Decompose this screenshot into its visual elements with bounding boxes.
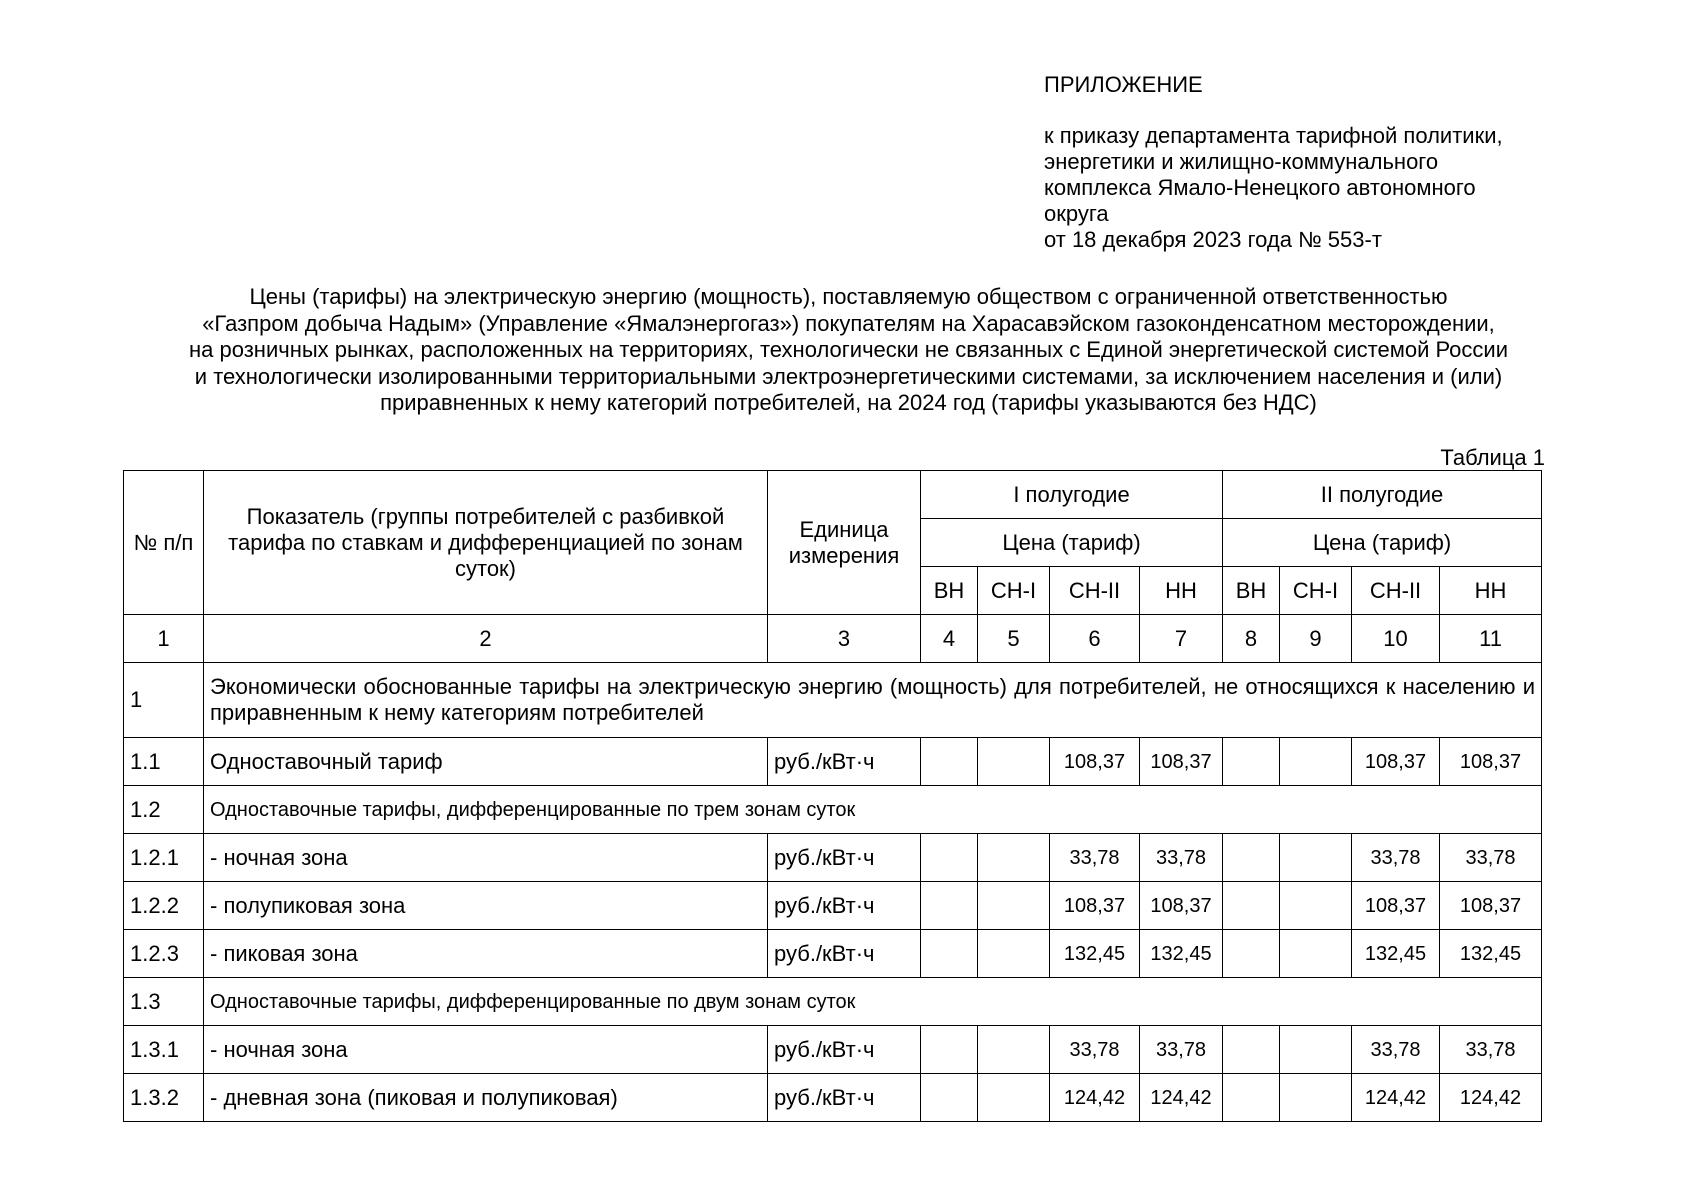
- table-row: [124, 738, 1542, 786]
- table-row: [124, 930, 1542, 978]
- row-value: [1223, 1074, 1280, 1122]
- row-value: [921, 930, 978, 978]
- row-name: - дневная зона (пиковая и полупиковая): [204, 1074, 768, 1122]
- header-indicator: Показатель (группы потребителей с разбивкой тарифа по ставкам и дифференциацией по зонам суток): [204, 471, 768, 615]
- header-level: СН-II: [1050, 567, 1140, 615]
- table-caption: Таблица 1: [1440, 445, 1545, 470]
- table-row: [124, 882, 1542, 930]
- row-name: - полупиковая зона: [204, 882, 768, 930]
- row-value: 33,78: [1140, 834, 1223, 882]
- tariff-table: [123, 470, 1542, 1122]
- row-value: [978, 930, 1050, 978]
- row-value: 132,45: [1352, 930, 1440, 978]
- column-number: 2: [204, 615, 768, 663]
- row-value: 108,37: [1440, 882, 1542, 930]
- header-level: НН: [1440, 567, 1542, 615]
- row-value: 132,45: [1050, 930, 1140, 978]
- row-name: Одноставочный тариф: [204, 738, 768, 786]
- row-value: [978, 1074, 1050, 1122]
- title-line: приравненных к нему категорий потребителей, на 2024 год (тарифы указываются без НДС): [380, 390, 1317, 415]
- column-number: 11: [1440, 615, 1542, 663]
- row-value: 108,37: [1140, 738, 1223, 786]
- table-section-row: [124, 663, 1542, 738]
- row-value: [1280, 738, 1352, 786]
- row-value: [978, 882, 1050, 930]
- column-number-row: [124, 615, 1542, 663]
- title-line: и технологически изолированными территориальными электроэнергетическими системами, за исключением населения и (или): [194, 363, 1503, 389]
- row-value: 33,78: [1440, 834, 1542, 882]
- row-value: [921, 882, 978, 930]
- header-level: СН-I: [978, 567, 1050, 615]
- header-level: ВН: [921, 567, 978, 615]
- row-name: - ночная зона: [204, 834, 768, 882]
- table-row: [124, 1026, 1542, 1074]
- column-number: 6: [1050, 615, 1140, 663]
- row-num: 1: [124, 663, 204, 738]
- row-num: 1.3: [124, 978, 204, 1026]
- header-half-1: I полугодие: [921, 471, 1223, 519]
- column-number: 1: [124, 615, 204, 663]
- header-row: [124, 471, 1542, 519]
- row-value: [1223, 882, 1280, 930]
- row-value: 33,78: [1352, 1026, 1440, 1074]
- column-number: 7: [1140, 615, 1223, 663]
- row-value: 33,78: [1050, 834, 1140, 882]
- row-value: [1223, 1026, 1280, 1074]
- row-value: [978, 834, 1050, 882]
- row-value: 33,78: [1352, 834, 1440, 882]
- section-text: Экономически обоснованные тарифы на электрическую энергию (мощность) для потребителей, не относящихся к населению и приравненным к нему категориям потребителей: [204, 663, 1542, 738]
- row-value: [1280, 882, 1352, 930]
- row-unit: руб./кВт·ч: [768, 1026, 921, 1074]
- row-num: 1.2.2: [124, 882, 204, 930]
- row-num: 1.1: [124, 738, 204, 786]
- row-value: 124,42: [1050, 1074, 1140, 1122]
- row-value: 108,37: [1352, 738, 1440, 786]
- appendix-line: к приказу департамента тарифной политики,: [1044, 123, 1503, 148]
- row-unit: руб./кВт·ч: [768, 834, 921, 882]
- header-level: СН-II: [1352, 567, 1440, 615]
- table-group-row: [124, 786, 1542, 834]
- row-name: - ночная зона: [204, 1026, 768, 1074]
- row-value: 124,42: [1140, 1074, 1223, 1122]
- table-row: [124, 834, 1542, 882]
- row-value: 108,37: [1140, 882, 1223, 930]
- row-value: 33,78: [1140, 1026, 1223, 1074]
- row-value: 108,37: [1352, 882, 1440, 930]
- row-value: [921, 1074, 978, 1122]
- column-number: 9: [1280, 615, 1352, 663]
- header-price-1: Цена (тариф): [921, 519, 1223, 567]
- appendix-heading: ПРИЛОЖЕНИЕ: [1044, 72, 1203, 97]
- group-text: Одноставочные тарифы, дифференцированные по трем зонам суток: [204, 786, 1542, 834]
- title-line: Цены (тарифы) на электрическую энергию (мощность), поставляемую обществом с ограниченной ответственностью: [249, 284, 1448, 309]
- row-value: 108,37: [1440, 738, 1542, 786]
- appendix-line: энергетики и жилищно-коммунального: [1044, 149, 1439, 174]
- header-half-2: II полугодие: [1223, 471, 1542, 519]
- row-num: 1.2: [124, 786, 204, 834]
- row-value: 108,37: [1050, 882, 1140, 930]
- row-value: 132,45: [1140, 930, 1223, 978]
- row-value: [1223, 930, 1280, 978]
- header-level: НН: [1140, 567, 1223, 615]
- row-unit: руб./кВт·ч: [768, 1074, 921, 1122]
- row-num: 1.2.1: [124, 834, 204, 882]
- column-number: 10: [1352, 615, 1440, 663]
- header-num: № п/п: [124, 471, 204, 615]
- row-num: 1.2.3: [124, 930, 204, 978]
- row-unit: руб./кВт·ч: [768, 882, 921, 930]
- row-value: 108,37: [1050, 738, 1140, 786]
- appendix-block: [1044, 72, 1503, 253]
- row-unit: руб./кВт·ч: [768, 738, 921, 786]
- group-text: Одноставочные тарифы, дифференцированные по двум зонам суток: [204, 978, 1542, 1026]
- row-value: 132,45: [1440, 930, 1542, 978]
- row-unit: руб./кВт·ч: [768, 930, 921, 978]
- appendix-line: от 18 декабря 2023 года № 553-т: [1044, 227, 1382, 252]
- column-number: 3: [768, 615, 921, 663]
- header-level: ВН: [1223, 567, 1280, 615]
- table-row: [124, 1074, 1542, 1122]
- header-price-2: Цена (тариф): [1223, 519, 1542, 567]
- row-value: [1280, 930, 1352, 978]
- row-value: [1280, 834, 1352, 882]
- title-line: на розничных рынках, расположенных на территориях, технологически не связанных с Единой энергетической системой России: [188, 337, 1508, 362]
- row-value: [978, 738, 1050, 786]
- header-level: СН-I: [1280, 567, 1352, 615]
- row-value: [978, 1026, 1050, 1074]
- row-value: [1223, 834, 1280, 882]
- title-line: «Газпром добыча Надым» (Управление «Ямалэнергогаз») покупателям на Харасавэйском газоконденсатном месторождении,: [202, 310, 1495, 336]
- row-value: 124,42: [1440, 1074, 1542, 1122]
- column-number: 5: [978, 615, 1050, 663]
- appendix-line: округа: [1044, 201, 1109, 226]
- row-value: 33,78: [1440, 1026, 1542, 1074]
- row-value: [1280, 1074, 1352, 1122]
- row-value: 33,78: [1050, 1026, 1140, 1074]
- column-number: 4: [921, 615, 978, 663]
- appendix-line: комплекса Ямало-Ненецкого автономного: [1044, 175, 1476, 200]
- row-value: [1280, 1026, 1352, 1074]
- header-unit: Единица измерения: [768, 471, 921, 615]
- row-value: [1223, 738, 1280, 786]
- row-value: [921, 1026, 978, 1074]
- row-num: 1.3.1: [124, 1026, 204, 1074]
- document-title: [80, 284, 1617, 417]
- row-value: [921, 738, 978, 786]
- row-value: 124,42: [1352, 1074, 1440, 1122]
- row-name: - пиковая зона: [204, 930, 768, 978]
- row-value: [921, 834, 978, 882]
- row-num: 1.3.2: [124, 1074, 204, 1122]
- column-number: 8: [1223, 615, 1280, 663]
- table-group-row: [124, 978, 1542, 1026]
